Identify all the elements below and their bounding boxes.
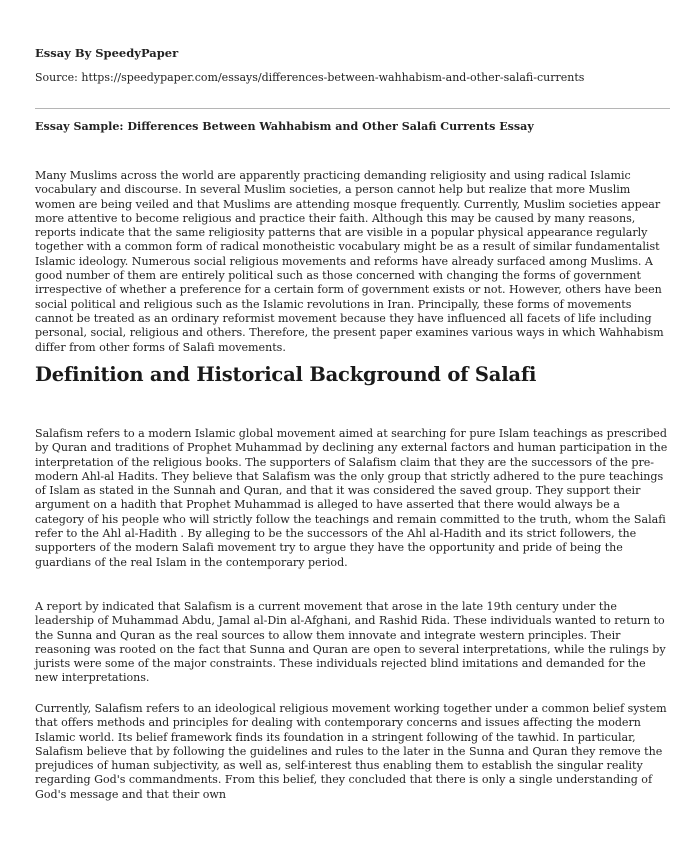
body-paragraph: Currently, Salafism refers to an ideological religious movement working together under a common belief system that offers methods and principles for dealing with contemporary concerns and issues affecting the modern Islamic world. Its belief framework finds its foundation in a stringent following of the tawhid. In particular, Salafism believe that by following the guidelines and rules to the later in the Sunna and Quran they remove the prejudices of human subjectivity, as well as, self-interest thus enabling them to establish the singular reality regarding God's commandments. From this belief, they concluded that there is only a single understanding of God's message and that their own: [35, 702, 667, 801]
intro-paragraph: Many Muslims across the world are apparently practicing demanding religiosity and using radical Islamic vocabulary and discourse. In several Muslim societies, a person cannot help but realize that more Muslim women are being veiled and that Muslims are attending mosque frequently. Currently, Muslim societies appear more attentive to become religious and practice their faith. Although this may be caused by many reasons, reports indicate that the same religiosity patterns that are visible in a popular physical appearance regularly together with a common form of radical monotheistic vocabulary might be as a result of similar fundamentalist Islamic ideology. Numerous social religious movements and reforms have already surfaced among Muslims. A good number of them are entirely political such as those concerned with changing the forms of government irrespective of whether a preference for a certain form of government exists or not. However, others have been social political and religious such as the Islamic revolutions in Iran. Principally, these forms of movements cannot be treated as an ordinary reformist movement because they have influenced all facets of life including personal, social, religious and others. Therefore, the present paper examines various ways in which Wahhabism differ from other forms of Salafi movements.: [35, 169, 664, 354]
source-line: [35, 71, 584, 84]
source-label: Source:: [35, 71, 82, 84]
essay-sample-title: Essay Sample: Differences Between Wahhabism and Other Salafi Currents Essay: [35, 120, 534, 133]
source-link[interactable]: https://speedypaper.com/essays/differences-between-wahhabism-and-other-salafi-currents: [81, 71, 585, 84]
essay-author-line: Essay By SpeedyPaper: [35, 46, 179, 60]
section-heading: Definition and Historical Background of Salafi: [35, 363, 537, 386]
body-paragraph: A report by indicated that Salafism is a current movement that arose in the late 19th century under the leadership of Muhammad Abdu, Jamal al-Din al-Afghani, and Rashid Rida. These individuals wanted to return to the Sunna and Quran as the real sources to allow them innovate and integrate western principles. Their reasoning was rooted on the fact that Sunna and Quran are open to several interpretations, while the rulings by jurists were some of the major constraints. These individuals rejected blind imitations and demanded for the new interpretations.: [35, 600, 666, 685]
body-paragraph: Salafism refers to a modern Islamic global movement aimed at searching for pure Islam teachings as prescribed by Quran and traditions of Prophet Muhammad by declining any external factors and human participation in the interpretation of the religious books. The supporters of Salafism claim that they are the successors of the pre-modern Ahl-al Hadits. They believe that Salafism was the only group that strictly adhered to the pure teachings of Islam as stated in the Sunnah and Quran, and that it was considered the saved group. They support their argument on a hadith that Prophet Muhammad is alleged to have asserted that there would always be a category of his people who will strictly follow the teachings and remain committed to the truth, whom the Salafi refer to the Ahl al-Hadith . By alleging to be the successors of the Ahl al-Hadith and its strict followers, the supporters of the modern Salafi movement try to argue they have the opportunity and pride of being the guardians of the real Islam in the contemporary period.: [35, 427, 668, 569]
header-divider: [35, 108, 670, 109]
